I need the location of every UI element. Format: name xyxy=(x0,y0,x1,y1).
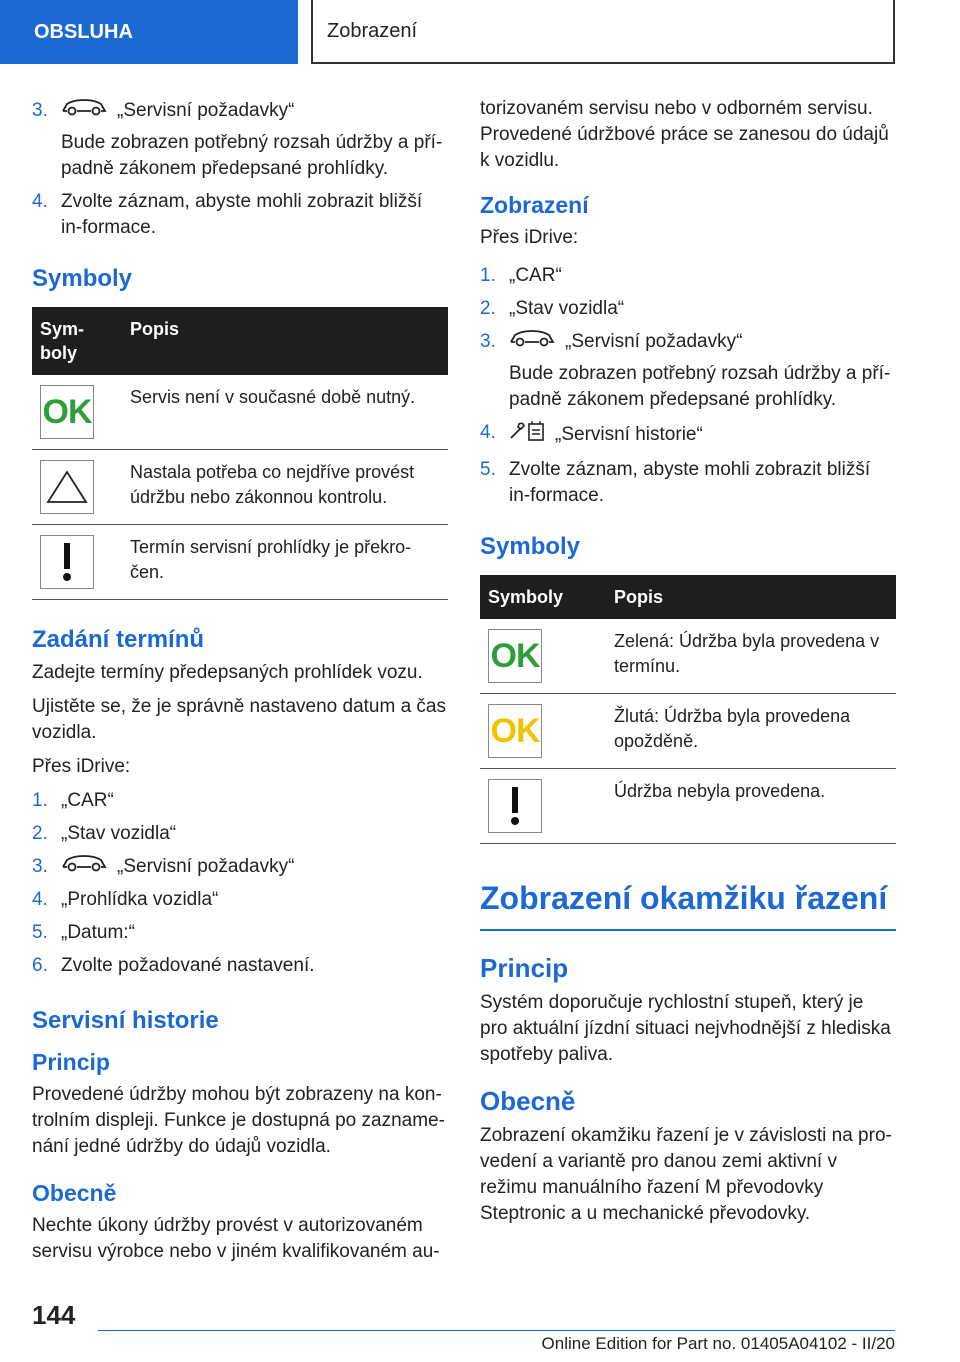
step-note: Bude zobrazen potřebný rozsah údržby a pří-padně zákonem předepsané prohlídky. xyxy=(61,132,443,180)
list-item xyxy=(32,920,448,946)
dates-paragraph: Zadejte termíny předepsaných prohlídek vozu. xyxy=(32,662,423,684)
car-service-icon xyxy=(61,854,107,880)
general-text: Zobrazení okamžiku řazení je v závislosti na pro-vedení a variantě pro danou zemi aktivní v režimu manuálního řazení M převodovky Steptronic a u mechanické převodovky. xyxy=(480,1125,892,1225)
dates-heading: Zadání termínů xyxy=(32,626,205,654)
step-text: „CAR“ xyxy=(509,265,562,286)
ok-green-icon: OK xyxy=(488,629,542,683)
chapter-tab xyxy=(311,0,895,64)
step-number: 3. xyxy=(32,856,48,878)
table-header-description: Popis xyxy=(606,575,896,619)
symbol-description: Údržba nebyla provedena. xyxy=(606,769,896,844)
list-item xyxy=(32,821,448,847)
continued-text: torizovaném servisu nebo v odborném servisu. Provedené údržbové práce se zanesou do údajů k vozidlu. xyxy=(480,98,889,171)
step-number: 5. xyxy=(480,459,496,481)
list-item xyxy=(32,953,448,979)
general-heading: Obecně xyxy=(480,1086,576,1117)
list-item xyxy=(480,263,896,289)
general-text: Nechte úkony údržby provést v autorizovaném servisu výrobce nebo v jiném kvalifikovaném au- xyxy=(32,1215,440,1263)
list-item xyxy=(32,189,448,241)
table-header-symbol: Symboly xyxy=(480,575,606,619)
step-text: „Servisní požadavky“ xyxy=(565,331,743,353)
step-text: „Stav vozidla“ xyxy=(61,823,177,845)
table-row xyxy=(32,525,448,600)
step-text: „CAR“ xyxy=(61,790,114,812)
symbol-description: Zelená: Údržba byla provedena v termínu. xyxy=(606,619,896,694)
list-item xyxy=(480,329,896,413)
table-row xyxy=(480,619,896,694)
symbol-description: Servis není v současné době nutný. xyxy=(122,375,448,450)
car-service-icon xyxy=(509,329,555,355)
list-item xyxy=(32,98,448,182)
list-item xyxy=(32,854,448,880)
step-number: 3. xyxy=(480,331,496,352)
service-history-icon xyxy=(509,420,545,450)
step-number: 2. xyxy=(32,823,48,845)
exclamation-icon xyxy=(488,779,542,833)
shift-indicator-heading: Zobrazení okamžiku řazení xyxy=(480,880,896,931)
step-number: 1. xyxy=(480,265,496,286)
dates-steps xyxy=(32,788,448,979)
edition-note: Online Edition for Part no. 01405A04102 - II/20 xyxy=(541,1334,895,1353)
step-text: „Servisní požadavky“ xyxy=(117,100,295,122)
step-number: 6. xyxy=(32,955,48,977)
table-row xyxy=(32,375,448,450)
step-number: 1. xyxy=(32,790,48,812)
step-number: 5. xyxy=(32,922,48,944)
history-heading: Servisní historie xyxy=(32,1007,219,1035)
symbols-table xyxy=(32,307,448,600)
chapter-title: Zobrazení xyxy=(327,19,418,42)
table-row xyxy=(32,450,448,525)
step-text: Zvolte požadované nastavení. xyxy=(61,955,315,977)
warning-triangle-icon xyxy=(40,460,94,514)
step-number: 4. xyxy=(32,191,48,213)
step-text: Zvolte záznam, abyste mohli zobrazit bližší in-formace. xyxy=(509,459,871,507)
symbol-description: Nastala potřeba co nejdříve provést údržbu nebo zákonnou kontrolu. xyxy=(122,450,448,525)
symbol-description: Termín servisní prohlídky je překro-čen. xyxy=(122,525,448,600)
display-heading: Zobrazení xyxy=(480,192,589,218)
dates-paragraph: Ujistěte se, že je správně nastaveno datum a čas vozidla. xyxy=(32,696,447,744)
exclamation-icon xyxy=(40,535,94,589)
page-number: 144 xyxy=(32,1300,76,1330)
principle-text: Systém doporučuje rychlostní stupeň, který je pro aktuální jízdní situaci nejvhodnější z hlediska spotřeby paliva. xyxy=(480,992,891,1066)
symbols-heading: Symboly xyxy=(480,533,581,561)
footer-divider xyxy=(98,1330,895,1331)
principle-heading: Princip xyxy=(32,1049,110,1076)
step-number: 4. xyxy=(480,422,496,444)
list-item xyxy=(32,788,448,814)
service-request-steps xyxy=(32,98,448,241)
principle-heading: Princip xyxy=(480,953,569,984)
table-header-description: Popis xyxy=(122,307,448,375)
table-row xyxy=(480,769,896,844)
step-number: 2. xyxy=(480,298,496,319)
table-header-symbol: Sym-boly xyxy=(32,307,122,375)
list-item xyxy=(480,296,896,322)
step-text: „Datum:“ xyxy=(61,922,135,944)
step-text: „Servisní požadavky“ xyxy=(117,856,295,878)
step-number: 3. xyxy=(32,100,48,121)
principle-text: Provedené údržby mohou být zobrazeny na kon-trolním displeji. Funkce je dostupná po zazname-nání jedné údržby do údajů vozidla. xyxy=(32,1084,445,1158)
step-text: Zvolte záznam, abyste mohli zobrazit bližší in-formace. xyxy=(61,191,423,239)
step-number: 4. xyxy=(32,889,48,911)
dates-paragraph: Přes iDrive: xyxy=(32,756,131,778)
symbols-heading: Symboly xyxy=(32,265,133,293)
section-tab xyxy=(0,0,298,64)
left-column xyxy=(32,98,448,1273)
list-item xyxy=(32,887,448,913)
table-row xyxy=(480,694,896,769)
step-text: „Prohlídka vozidla“ xyxy=(61,889,219,911)
car-service-icon xyxy=(61,98,107,124)
ok-icon: OK xyxy=(40,385,94,439)
step-text: „Servisní historie“ xyxy=(555,424,703,446)
display-steps xyxy=(480,263,896,509)
list-item xyxy=(480,457,896,509)
section-title: OBSLUHA xyxy=(34,20,133,43)
ok-yellow-icon: OK xyxy=(488,704,542,758)
symbols-table xyxy=(480,575,896,844)
step-note: Bude zobrazen potřebný rozsah údržby a pří-padně zákonem předepsané prohlídky. xyxy=(509,363,891,411)
symbol-description: Žlutá: Údržba byla provedena opožděně. xyxy=(606,694,896,769)
list-item xyxy=(480,420,896,450)
right-column xyxy=(480,96,896,1235)
step-text: „Stav vozidla“ xyxy=(509,298,625,319)
display-paragraph: Přes iDrive: xyxy=(480,227,579,248)
general-heading: Obecně xyxy=(32,1180,117,1207)
